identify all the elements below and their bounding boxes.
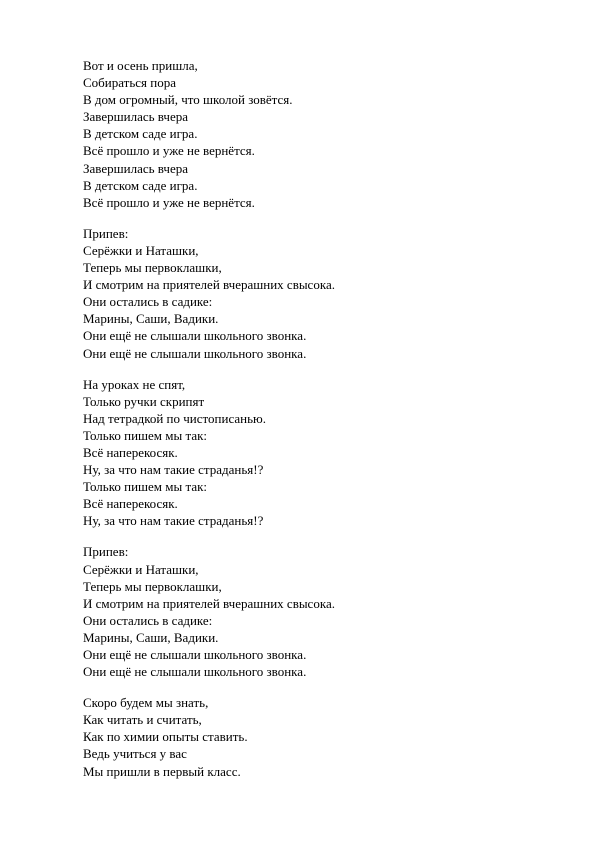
lyric-line: В детском саде игра. — [83, 126, 198, 142]
lyric-line: И смотрим на приятелей вчерашних свысока. — [83, 595, 335, 611]
lyric-line: Завершилась вчера — [83, 160, 189, 176]
stanza — [83, 543, 563, 680]
lyric-line: Как по химии опыты ставить. — [83, 729, 248, 745]
lyric-line: Всё наперекосяк. — [83, 444, 178, 460]
lyric-line: Припев: — [83, 225, 129, 241]
lyric-line: В дом огромный, что школой зовётся. — [83, 92, 293, 108]
lyric-line: Серёжки и Наташки, — [83, 242, 199, 258]
lyric-line: Ведь учиться у вас — [83, 746, 187, 762]
lyric-line: Они ещё не слышали школьного звонка. — [83, 647, 307, 662]
lyric-line: Они остались в садике: — [83, 612, 213, 628]
lyric-line: Над тетрадкой по чистописанью. — [83, 410, 267, 426]
lyric-line: Только пишем мы так: — [83, 479, 208, 495]
lyric-line: Припев: — [83, 544, 129, 560]
stanza — [83, 57, 563, 211]
lyric-line: Скоро будем мы знать, — [83, 695, 209, 711]
lyric-line: Всё прошло и уже не вернётся. — [83, 194, 255, 210]
lyric-line: Марины, Саши, Вадики. — [83, 311, 219, 327]
stanza — [83, 225, 563, 362]
lyric-line: Они ещё не слышали школьного звонка. — [83, 328, 307, 344]
lyric-line: Всё прошло и уже не вернётся. — [83, 143, 255, 159]
lyric-line: Только пишем мы так: — [83, 427, 208, 443]
lyric-line: Теперь мы первоклашки, — [83, 578, 222, 594]
lyric-line: И смотрим на приятелей вчерашних свысока. — [83, 277, 335, 293]
lyric-line: Серёжки и Наташки, — [83, 561, 199, 577]
lyric-line: Как читать и считать, — [83, 712, 202, 728]
stanza — [83, 694, 563, 779]
lyric-line: Они ещё не слышали школьного звонка. — [83, 345, 307, 361]
lyric-line: Ну, за что нам такие страданья!? — [83, 462, 264, 478]
lyric-line: Завершилась вчера — [83, 109, 189, 125]
lyric-line: Ну, за что нам такие страданья!? — [83, 513, 264, 529]
lyric-line: В детском саде игра. — [83, 177, 198, 193]
lyric-line: Вот и осень пришла, — [83, 58, 198, 73]
lyric-line: Марины, Саши, Вадики. — [83, 629, 219, 645]
lyric-line: На уроках не спят, — [83, 376, 186, 392]
lyric-line: Всё наперекосяк. — [83, 496, 178, 512]
lyric-line: Мы пришли в первый класс. — [83, 763, 241, 779]
lyric-line: Теперь мы первоклашки, — [83, 260, 222, 276]
stanza — [83, 376, 563, 530]
lyric-line: Они ещё не слышали школьного звонка. — [83, 664, 307, 680]
song-lyrics — [83, 57, 563, 794]
lyric-line: Собираться пора — [83, 75, 177, 91]
lyric-line: Только ручки скрипят — [83, 393, 205, 409]
lyric-line: Они остались в садике: — [83, 294, 213, 310]
